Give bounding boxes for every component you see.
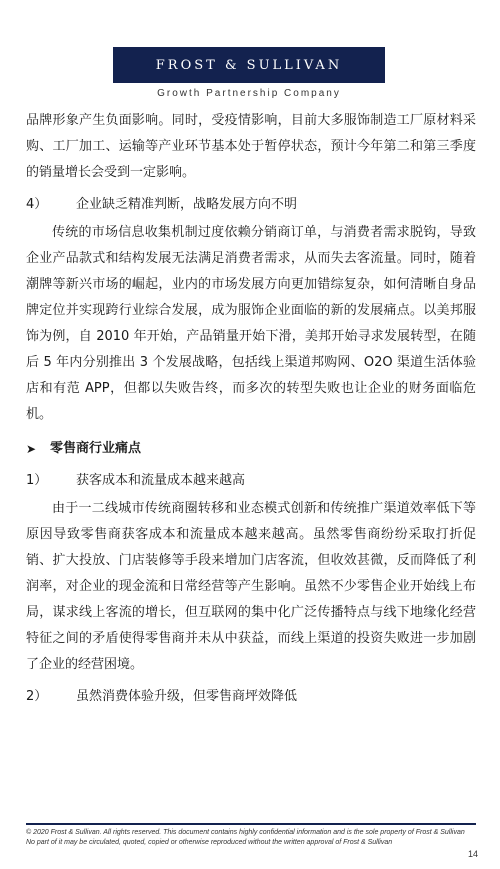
heading-4-text: 企业缺乏精准判断，战略发展方向不明 [76,197,298,212]
heading-2 [26,684,476,710]
frost-sullivan-logo [113,47,385,83]
footer-divider [26,823,476,825]
heading-1 [26,468,476,494]
heading-2-number: 2） [26,689,48,704]
paragraph-intro: 品牌形象产生负面影响。同时，受疫情影响，目前大多服饰制造工厂原材料采购、工厂加工、运输等产业环节基本处于暂停状态，预计今年第二和第三季度的销量增长会受到一定影响。 [26,113,476,180]
logo-text: FROST & SULLIVAN [155,57,343,73]
page-number: 14 [467,849,478,859]
footer-copyright [26,828,466,848]
section-heading-text: 零售商行业痛点 [50,441,142,456]
arrowhead-right-icon: ➤ [26,442,37,456]
footer-line-1: © 2020 Frost & Sullivan. All rights reserved. This document contains highly confidential information and is the sole property of Frost & Sullivan [26,829,465,836]
paragraph-1: 由于一二线城市传统商圈转移和业态模式创新和传统推广渠道效率低下等原因导致零售商获客成本和流量成本越来越高。虽然零售商纷纷采取打折促销、扩大投放、门店装修等手段来增加门店客流，但收效甚微，反而降低了利润率，对企业的现金流和日常经营等产生影响。虽然不少零售企业开始线上布局，谋求线上客流的增长，但互联网的集中化广泛传播特点与线下地缘化经营特征之间的矛盾使得零售商并未从中获益，而线上渠道的投资失败进一步加剧了企业的经营困境。 [26,501,476,672]
section-heading [26,436,476,462]
logo-tagline: Growth Partnership Company [157,88,341,99]
document-body [26,108,476,712]
heading-2-text: 虽然消费体验升级，但零售商坪效降低 [76,689,298,704]
heading-4 [26,192,476,218]
footer-line-2: No part of it may be circulated, quoted, copied or otherwise reproduced without the written approval of Frost & Sullivan [26,839,393,846]
heading-1-text: 获客成本和流量成本越来越高 [76,473,246,488]
paragraph-4: 传统的市场信息收集机制过度依赖分销商订单，与消费者需求脱钩，导致企业产品款式和结构发展无法满足消费者需求，从而失去客流量。同时，随着潮牌等新兴市场的崛起，业内的市场发展方向更加错综复杂，如何清晰自身品牌定位并实现跨行业综合发展，成为服饰企业面临的新的发展痛点。以美邦服饰为例，自 2010 年开始，产品销量开始下滑，美邦开始寻求发展转型，在随后 5 年内分别推出 3 个发展战略，包括线上渠道邦购网、O2O 渠道生活体验店和有范 APP，但都以失败告终，而多次的转型失败也让企业的财务面临危机。 [26,225,476,422]
heading-4-number: 4） [26,197,48,212]
heading-1-number: 1） [26,473,48,488]
